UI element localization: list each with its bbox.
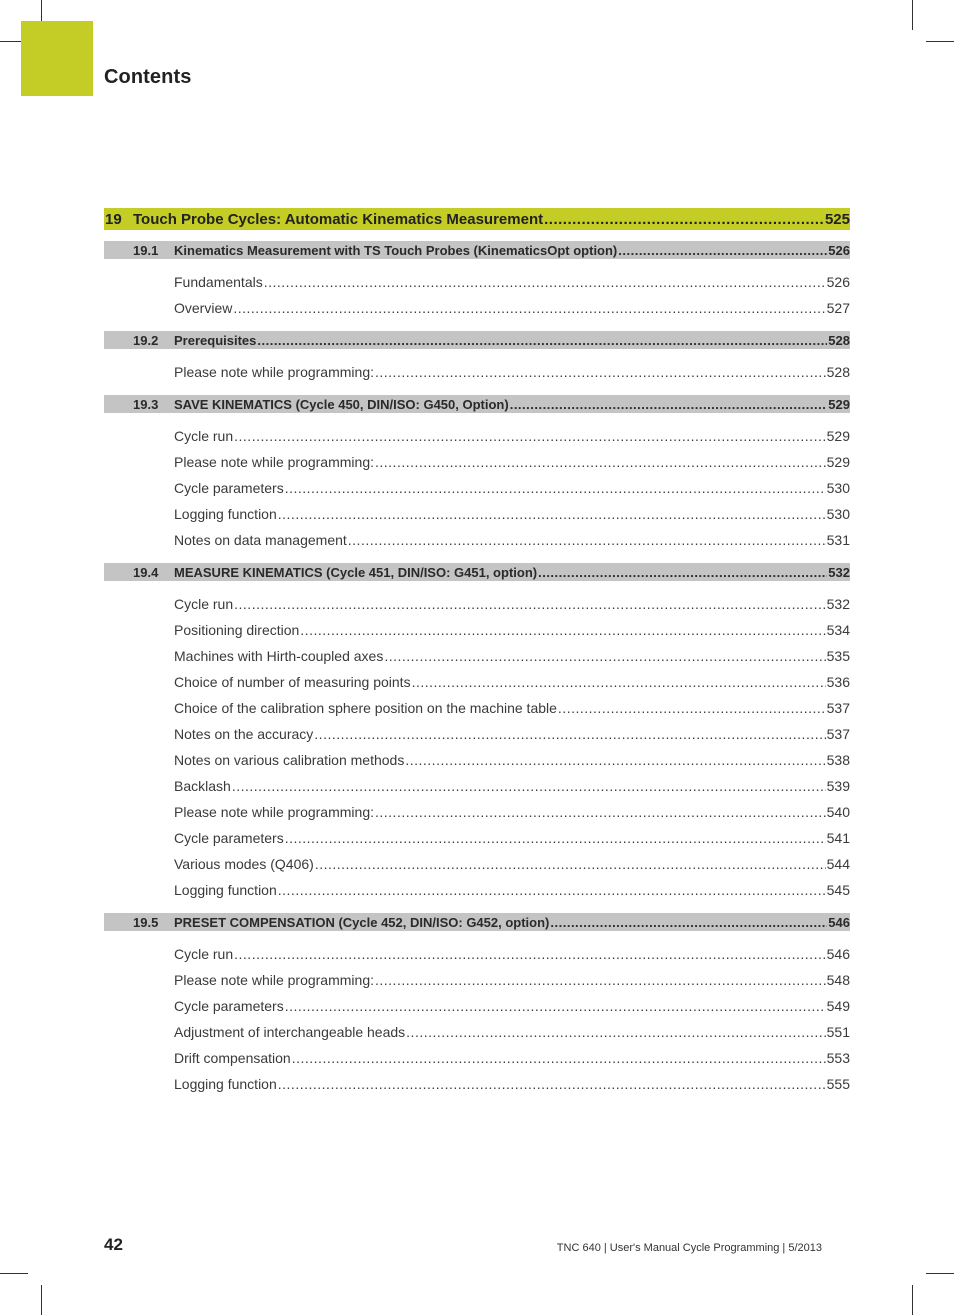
entry-page: 530 bbox=[826, 480, 850, 496]
entry-list bbox=[104, 413, 850, 563]
chapter-title: Touch Probe Cycles: Automatic Kinematics Measurement bbox=[133, 210, 544, 228]
chapter-page: 525 bbox=[824, 210, 850, 228]
toc-section bbox=[104, 395, 850, 563]
leader-dots bbox=[538, 565, 827, 580]
leader-dots bbox=[264, 274, 826, 290]
leader-dots bbox=[405, 752, 825, 768]
leader-dots bbox=[300, 622, 825, 638]
entry-page: 539 bbox=[826, 778, 850, 794]
chapter-heading[interactable] bbox=[104, 208, 850, 230]
entry-title: Please note while programming: bbox=[174, 364, 374, 380]
leader-dots bbox=[375, 454, 826, 470]
leader-dots bbox=[278, 506, 826, 522]
leader-dots bbox=[375, 972, 826, 988]
leader-dots bbox=[257, 333, 827, 348]
entry-title: Choice of the calibration sphere position on the machine table bbox=[174, 700, 557, 716]
leader-dots bbox=[234, 946, 826, 962]
footer-text: TNC 640 | User's Manual Cycle Programming | 5/2013 bbox=[556, 1242, 822, 1254]
entry-page: 549 bbox=[826, 998, 850, 1014]
crop-mark bbox=[41, 1285, 42, 1315]
entry-list bbox=[104, 581, 850, 913]
entry-page: 526 bbox=[826, 274, 850, 290]
entry-page: 531 bbox=[826, 532, 850, 548]
entry-page: 529 bbox=[826, 428, 850, 444]
section-heading[interactable] bbox=[104, 241, 850, 259]
entry-page: 530 bbox=[826, 506, 850, 522]
toc-entry[interactable] bbox=[174, 423, 850, 449]
leader-dots bbox=[278, 882, 826, 898]
entry-page: 538 bbox=[826, 752, 850, 768]
entry-page: 553 bbox=[826, 1050, 850, 1066]
crop-mark bbox=[0, 1273, 28, 1274]
entry-page: 548 bbox=[826, 972, 850, 988]
crop-mark bbox=[926, 41, 954, 42]
leader-dots bbox=[406, 1024, 825, 1040]
entry-title: Notes on the accuracy bbox=[174, 726, 314, 742]
crop-mark bbox=[912, 0, 913, 30]
toc-entry[interactable] bbox=[174, 851, 850, 877]
entry-title: Logging function bbox=[174, 1076, 277, 1092]
toc-entry[interactable] bbox=[174, 475, 850, 501]
leader-dots bbox=[384, 648, 825, 664]
page-number: 42 bbox=[104, 1235, 123, 1254]
leader-dots bbox=[314, 726, 825, 742]
section-number: 19.4 bbox=[133, 564, 159, 580]
toc-entry[interactable] bbox=[174, 501, 850, 527]
section-number: 19.3 bbox=[133, 396, 159, 412]
toc-entry[interactable] bbox=[174, 643, 850, 669]
entry-page: 546 bbox=[826, 946, 850, 962]
entry-page: 532 bbox=[826, 596, 850, 612]
leader-dots bbox=[412, 674, 826, 690]
entry-title: Cycle run bbox=[174, 596, 234, 612]
section-page: 532 bbox=[828, 564, 850, 580]
leader-dots bbox=[618, 243, 827, 258]
entry-title: Various modes (Q406) bbox=[174, 856, 314, 872]
entry-title: Cycle run bbox=[174, 428, 234, 444]
entry-title: Please note while programming: bbox=[174, 454, 374, 470]
leader-dots bbox=[375, 364, 826, 380]
toc-entry[interactable] bbox=[174, 617, 850, 643]
leader-dots bbox=[234, 596, 826, 612]
entry-list bbox=[104, 349, 850, 395]
entry-title: Adjustment of interchangeable heads bbox=[174, 1024, 406, 1040]
toc-entry[interactable] bbox=[174, 1019, 850, 1045]
leader-dots bbox=[285, 480, 826, 496]
leader-dots bbox=[315, 856, 826, 872]
chapter-number: 19 bbox=[105, 210, 122, 228]
leader-dots bbox=[233, 300, 825, 316]
entry-title: Please note while programming: bbox=[174, 972, 374, 988]
entry-title: Cycle parameters bbox=[174, 998, 284, 1014]
entry-page: 544 bbox=[826, 856, 850, 872]
toc-entry[interactable] bbox=[174, 877, 850, 903]
section-page: 528 bbox=[828, 332, 850, 348]
entry-page: 540 bbox=[826, 804, 850, 820]
crop-mark bbox=[912, 1285, 913, 1315]
table-of-contents bbox=[104, 208, 850, 1107]
toc-entry[interactable] bbox=[174, 1045, 850, 1071]
sections-list bbox=[104, 241, 850, 1107]
section-number: 19.1 bbox=[133, 242, 159, 258]
entry-title: Notes on various calibration methods bbox=[174, 752, 405, 768]
toc-entry[interactable] bbox=[174, 773, 850, 799]
toc-entry[interactable] bbox=[174, 669, 850, 695]
section-title: SAVE KINEMATICS (Cycle 450, DIN/ISO: G450, Option) bbox=[174, 396, 509, 412]
section-title: PRESET COMPENSATION (Cycle 452, DIN/ISO: G452, option) bbox=[174, 914, 550, 930]
entry-page: 536 bbox=[826, 674, 850, 690]
toc-entry[interactable] bbox=[174, 747, 850, 773]
entry-page: 545 bbox=[826, 882, 850, 898]
section-heading[interactable] bbox=[104, 395, 850, 413]
entry-title: Cycle run bbox=[174, 946, 234, 962]
toc-section bbox=[104, 913, 850, 1107]
entry-list bbox=[104, 259, 850, 331]
leader-dots bbox=[550, 915, 827, 930]
toc-entry[interactable] bbox=[174, 269, 850, 295]
section-title: Prerequisites bbox=[174, 332, 257, 348]
toc-section bbox=[104, 241, 850, 331]
toc-entry[interactable] bbox=[174, 993, 850, 1019]
entry-title: Positioning direction bbox=[174, 622, 300, 638]
leader-dots bbox=[234, 428, 826, 444]
leader-dots bbox=[510, 397, 828, 412]
entry-title: Machines with Hirth-coupled axes bbox=[174, 648, 384, 664]
entry-title: Please note while programming: bbox=[174, 804, 374, 820]
section-number: 19.5 bbox=[133, 914, 159, 930]
toc-entry[interactable] bbox=[174, 527, 850, 553]
section-number: 19.2 bbox=[133, 332, 159, 348]
entry-page: 527 bbox=[826, 300, 850, 316]
entry-list bbox=[104, 931, 850, 1107]
entry-title: Drift compensation bbox=[174, 1050, 291, 1066]
leader-dots bbox=[292, 1050, 826, 1066]
entry-title: Fundamentals bbox=[174, 274, 263, 290]
entry-page: 541 bbox=[826, 830, 850, 846]
toc-entry[interactable] bbox=[174, 695, 850, 721]
section-page: 526 bbox=[828, 242, 850, 258]
toc-section bbox=[104, 331, 850, 395]
toc-entry[interactable] bbox=[174, 359, 850, 385]
section-heading[interactable] bbox=[104, 331, 850, 349]
toc-entry[interactable] bbox=[174, 591, 850, 617]
section-heading[interactable] bbox=[104, 563, 850, 581]
entry-title: Overview bbox=[174, 300, 233, 316]
leader-dots bbox=[375, 804, 826, 820]
entry-title: Backlash bbox=[174, 778, 231, 794]
leader-dots bbox=[544, 211, 824, 228]
entry-page: 529 bbox=[826, 454, 850, 470]
toc-entry[interactable] bbox=[174, 449, 850, 475]
entry-title: Logging function bbox=[174, 506, 277, 522]
entry-title: Choice of number of measuring points bbox=[174, 674, 411, 690]
leader-dots bbox=[348, 532, 826, 548]
section-title: Kinematics Measurement with TS Touch Probes (KinematicsOpt option) bbox=[174, 242, 618, 258]
entry-page: 555 bbox=[826, 1076, 850, 1092]
leader-dots bbox=[278, 1076, 826, 1092]
entry-page: 535 bbox=[826, 648, 850, 664]
entry-title: Logging function bbox=[174, 882, 277, 898]
section-page: 529 bbox=[828, 396, 850, 412]
chapter-color-block bbox=[21, 21, 93, 96]
section-heading[interactable] bbox=[104, 913, 850, 931]
section-page: 546 bbox=[828, 914, 850, 930]
toc-section bbox=[104, 563, 850, 913]
section-title: MEASURE KINEMATICS (Cycle 451, DIN/ISO: G451, option) bbox=[174, 564, 538, 580]
leader-dots bbox=[558, 700, 826, 716]
toc-entry[interactable] bbox=[174, 721, 850, 747]
toc-entry[interactable] bbox=[174, 295, 850, 321]
leader-dots bbox=[285, 830, 826, 846]
entry-title: Cycle parameters bbox=[174, 830, 284, 846]
entry-page: 551 bbox=[826, 1024, 850, 1040]
leader-dots bbox=[285, 998, 826, 1014]
page-title: Contents bbox=[104, 66, 192, 88]
leader-dots bbox=[232, 778, 826, 794]
toc-entry[interactable] bbox=[174, 1071, 850, 1097]
entry-title: Cycle parameters bbox=[174, 480, 284, 496]
entry-page: 528 bbox=[826, 364, 850, 380]
entry-title: Notes on data management bbox=[174, 532, 347, 548]
crop-mark bbox=[926, 1273, 954, 1274]
entry-page: 537 bbox=[826, 700, 850, 716]
toc-entry[interactable] bbox=[174, 799, 850, 825]
toc-entry[interactable] bbox=[174, 941, 850, 967]
entry-page: 537 bbox=[826, 726, 850, 742]
entry-page: 534 bbox=[826, 622, 850, 638]
toc-entry[interactable] bbox=[174, 967, 850, 993]
toc-entry[interactable] bbox=[174, 825, 850, 851]
